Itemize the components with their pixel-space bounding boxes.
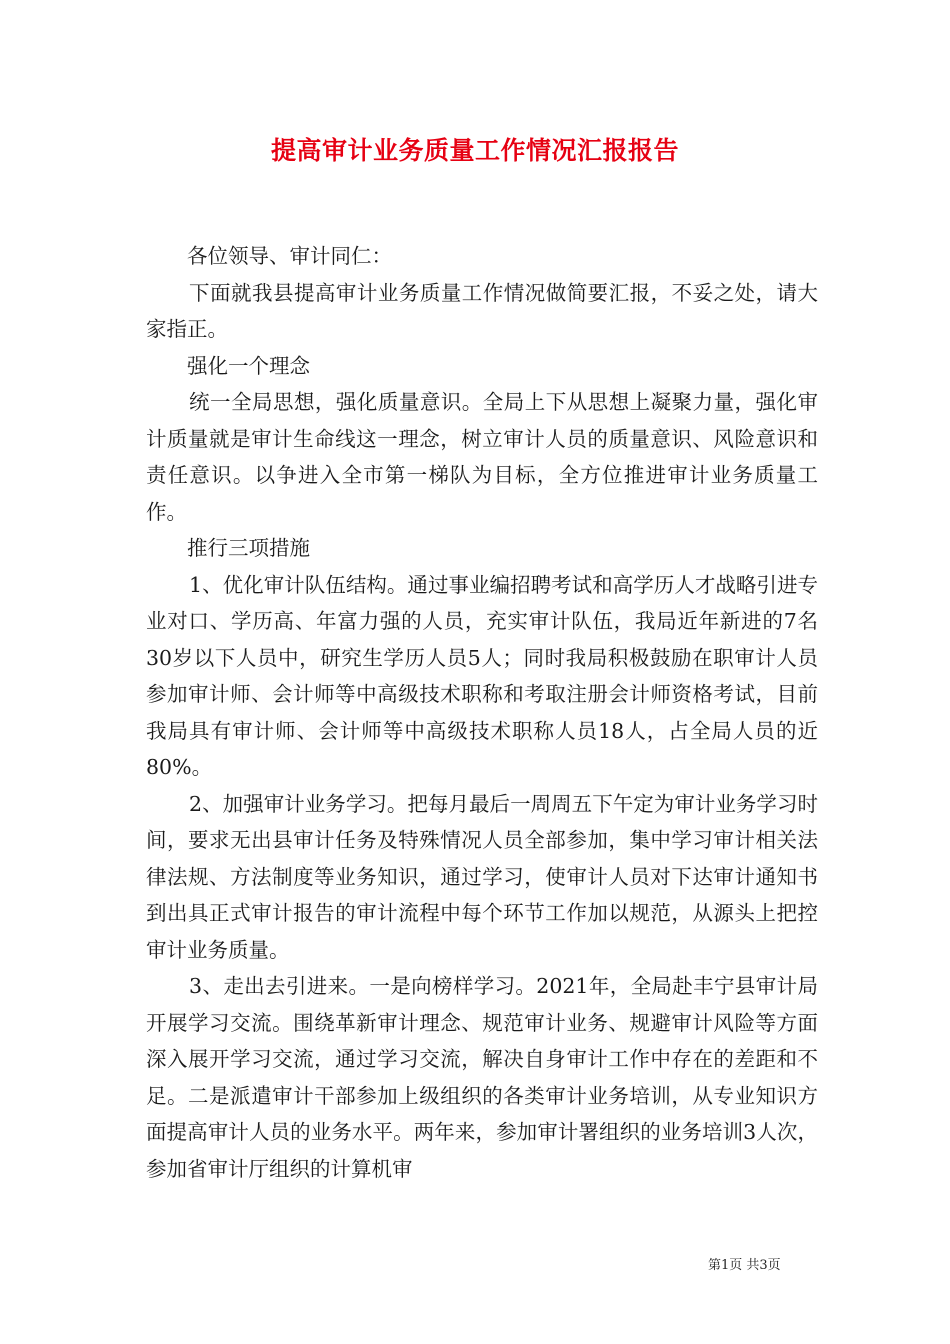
paragraph-salutation: 各位领导、审计同仁： (187, 244, 392, 268)
paragraph-concept: 统一全局思想，强化质量意识。全局上下从思想上凝聚力量，强化审计质量就是审计生命线这一理念，树立审计人员的质量意识、风险意识和责任意识。以争进入全市第一梯队为目标，全方位推进审计业务质量工作。 (146, 390, 818, 524)
section-heading-measures: 推行三项措施 (187, 536, 310, 560)
paragraph-measure-3: 3、走出去引进来。一是向榜样学习。2021年，全局赴丰宁县审计局开展学习交流。围绕革新审计理念、规范审计业务、规避审计风险等方面深入展开学习交流，通过学习交流，解决自身审计工作中存在的差距和不足。二是派遣审计干部参加上级组织的各类审计业务培训，从专业知识方面提高审计人员的业务水平。两年来，参加审计署组织的业务培训3人次，参加省审计厅组织的计算机审 (146, 974, 818, 1181)
section-heading-concept: 强化一个理念 (187, 353, 310, 378)
document-body (146, 238, 818, 1187)
paragraph-intro: 下面就我县提高审计业务质量工作情况做简要汇报，不妥之处，请大家指正。 (146, 280, 818, 341)
paragraph-measure-1: 1、优化审计队伍结构。通过事业编招聘考试和高学历人才战略引进专业对口、学历高、年富力强的人员，充实审计队伍，我局近年新进的7名30岁以下人员中，研究生学历人员5人；同时我局积极鼓励在职审计人员参加审计师、会计师等中高级技术职称和考取注册会计师资格考试，目前我局具有审计师、会计师等中高级技术职称人员18人，占全局人员的近80%。 (146, 572, 818, 779)
document-title: 提高审计业务质量工作情况汇报报告 (270, 136, 679, 165)
page-number: 第1页 共3页 (708, 1258, 781, 1273)
paragraph-measure-2: 2、加强审计业务学习。把每月最后一周周五下午定为审计业务学习时间，要求无出县审计任务及特殊情况人员全部参加，集中学习审计相关法律法规、方法制度等业务知识，通过学习，使审计人员对下达审计通知书到出具正式审计报告的审计流程中每个环节工作加以规范，从源头上把控审计业务质量。 (146, 791, 818, 962)
